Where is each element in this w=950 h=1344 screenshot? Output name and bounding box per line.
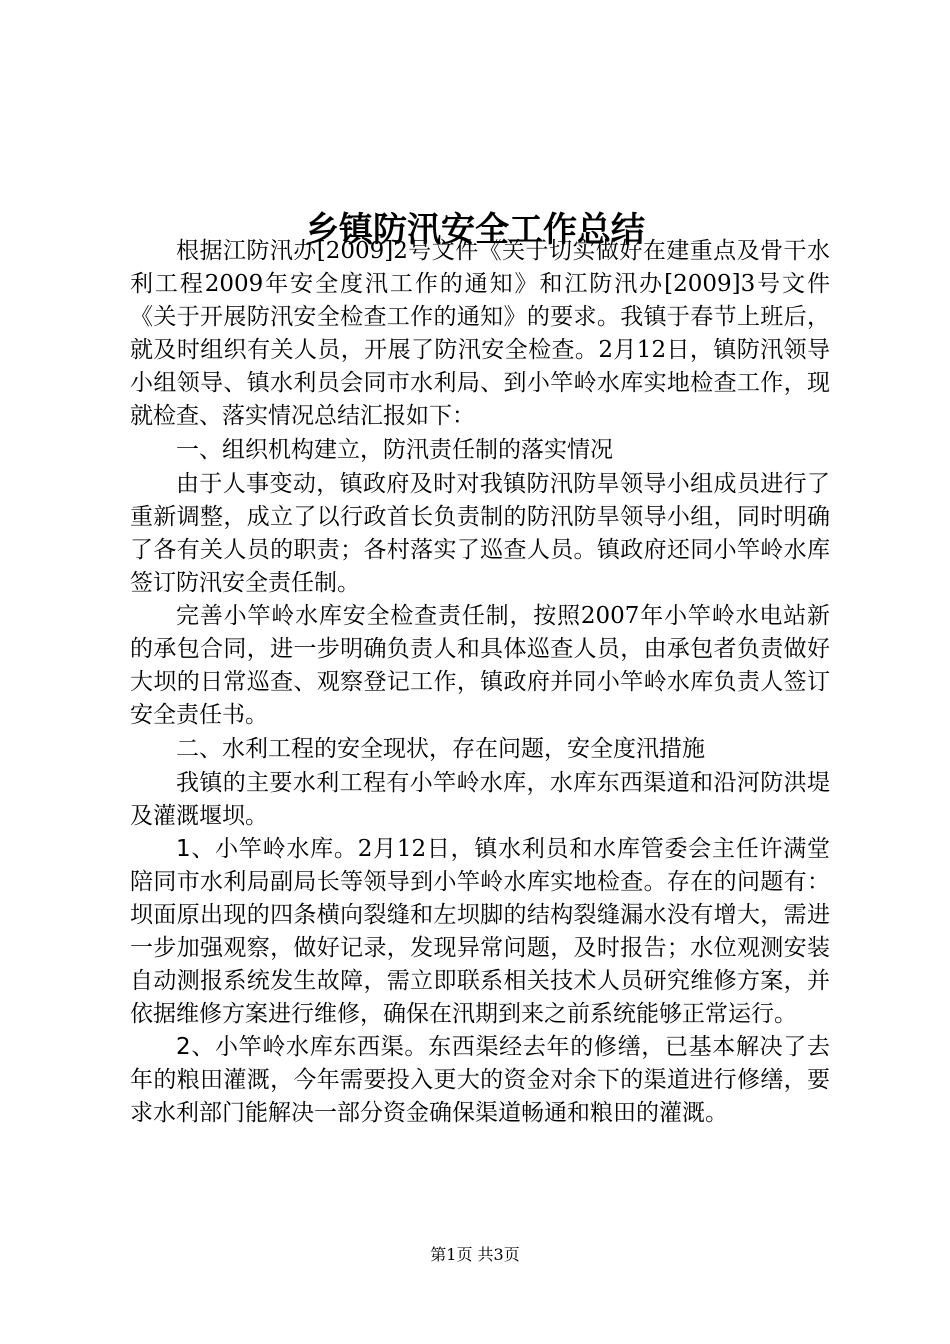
- section-1-heading: 一、组织机构建立，防汛责任制的落实情况: [176, 437, 613, 463]
- page-footer: 第1页 共3页: [430, 1245, 520, 1264]
- item-1-lead: 1、小竿岭水库。: [176, 836, 358, 862]
- item-2-lead: 2、小竿岭水库东西渠。: [176, 1034, 429, 1060]
- section-2-heading: 二、水利工程的安全现状，存在问题，安全度汛措施: [176, 736, 705, 762]
- page-title: 乡镇防汛安全工作总结: [305, 209, 645, 250]
- section-2-item-1: [130, 833, 830, 1031]
- section-1-paragraph-1: 由于人事变动，镇政府及时对我镇防汛防旱领导小组成员进行了重新调整，成立了以行政首长负责制的防汛防旱领导小组，同时明确了各有关人员的职责；各村落实了巡查人员。镇政府还同小竿岭水库签订防汛安全责任制。: [130, 471, 830, 596]
- intro-paragraph: 根据江防汛办[2009]2号文件《关于切实做好在建重点及骨干水利工程2009年安全度汛工作的通知》和江防汛办[2009]3号文件《关于开展防汛安全检查工作的通知》的要求。我镇于春节上班后，就及时组织有关人员，开展了防汛安全检查。2月12日，镇防汛领导小组领导、镇水利员会同市水利局、到小竿岭水库实地检查工作，现就检查、落实情况总结汇报如下：: [130, 238, 830, 429]
- section-2-paragraph: 我镇的主要水利工程有小竿岭水库，水库东西渠道和沿河防洪堤及灌溉堰坝。: [130, 770, 830, 829]
- item-2-text: 东西渠经去年的修缮，已基本解决了去年的粮田灌溉，今年需要投入更大的资金对余下的渠道进行修缮，要求水利部门能解决一部分资金确保渠道畅通和粮田的灌溉。: [130, 1034, 831, 1126]
- section-1-paragraph-2: 完善小竿岭水库安全检查责任制，按照2007年小竿岭水电站新的承包合同，进一步明确负责人和具体巡查人员，由承包者负责做好大坝的日常巡查、观察登记工作，镇政府并同小竿岭水库负责人签订安全责任书。: [130, 603, 830, 728]
- document-body: [130, 235, 830, 1130]
- item-1-text: 2月12日，镇水利员和水库管委会主任许满堂陪同市水利局副局长等领导到小竿岭水库实地检查。存在的问题有：坝面原出现的四条横向裂缝和左坝脚的结构裂缝漏水没有增大，需进一步加强观察，做好记录，发现异常问题，及时报告；水位观测安装自动测报系统发生故障，需立即联系相关技术人员研究维修方案，并依据维修方案进行维修，确保在汛期到来之前系统能够正常运行。: [130, 836, 830, 1027]
- section-2-item-2: [130, 1031, 830, 1130]
